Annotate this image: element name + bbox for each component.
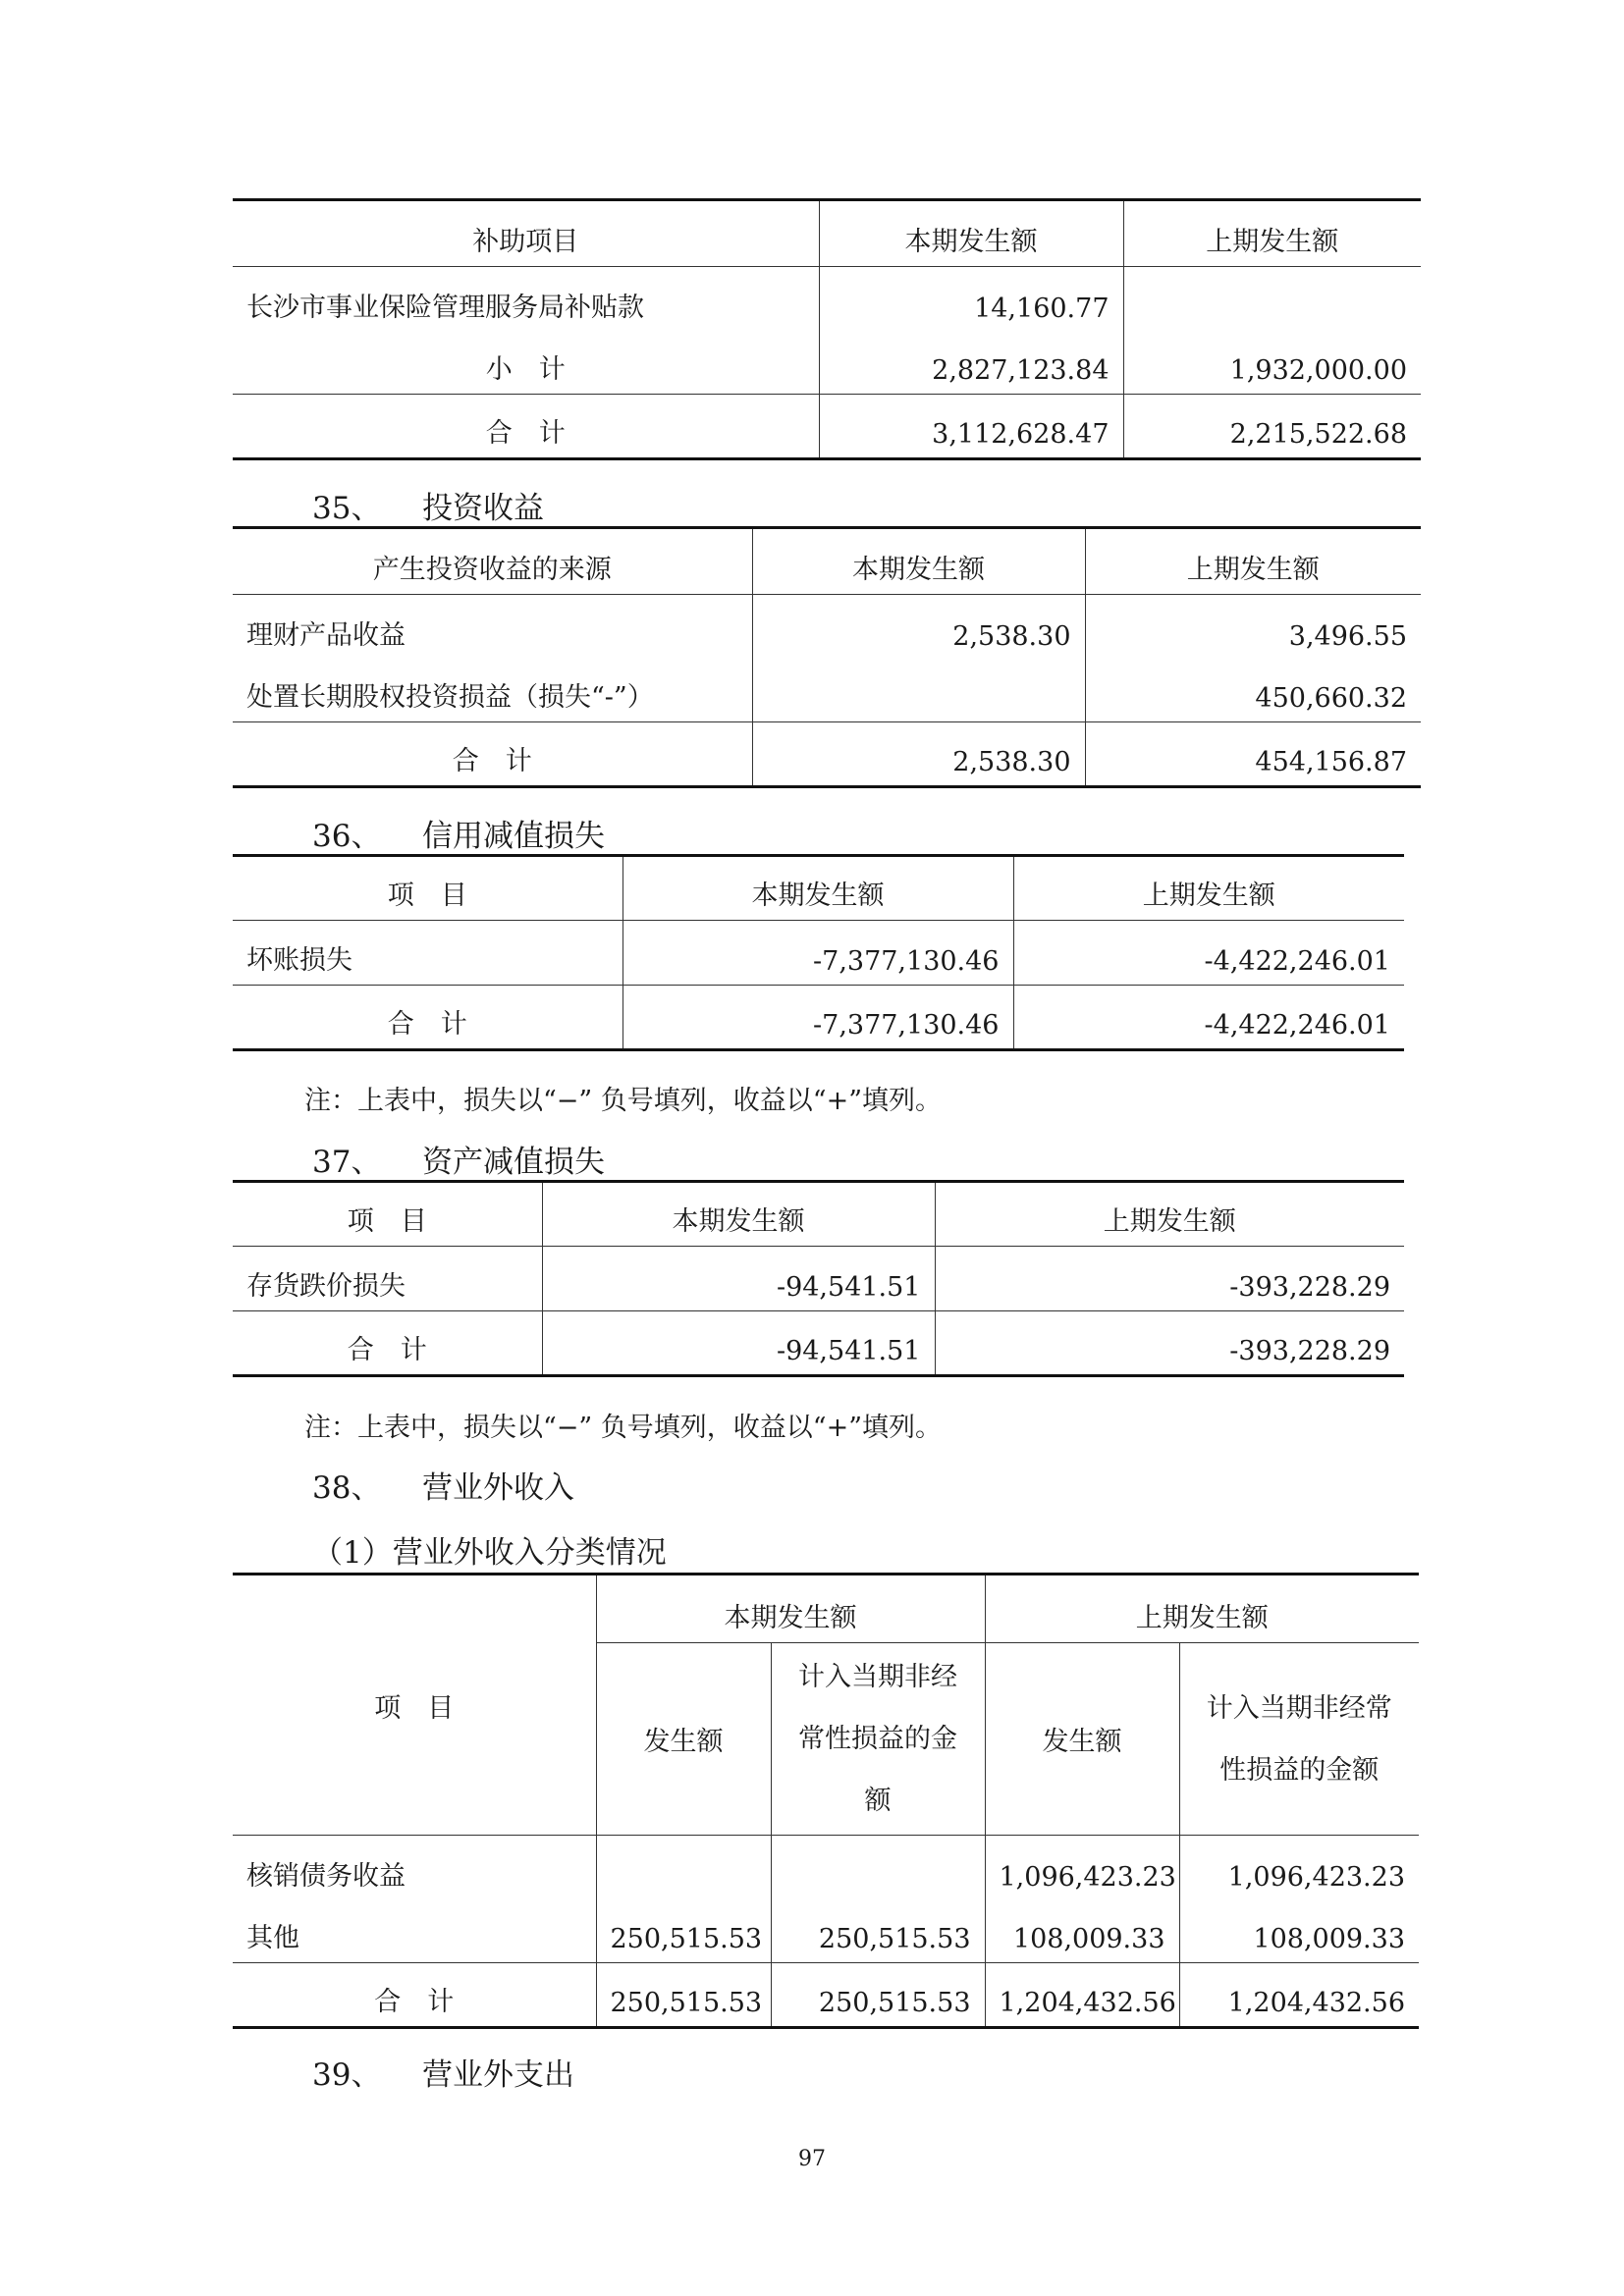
- credit-impairment-table: [233, 854, 1404, 1051]
- total-row: 合 计 -7,377,130.46 -4,422,246.01: [233, 986, 1404, 1050]
- table-header-row: [233, 200, 1421, 267]
- table-header-row: 项 目 本期发生额 上期发生额: [233, 1575, 1419, 1643]
- section-heading-38: 38、 营业外收入: [312, 1470, 574, 1506]
- asset-impairment-table: [233, 1180, 1404, 1377]
- table-row: 处置长期股权投资损益（损失“-”） 450,660.32: [233, 660, 1421, 722]
- table-subheader-row: 发生额 计入当期非经 常性损益的金 额 发生额 计入当期非经常 性损益的金额: [233, 1643, 1419, 1836]
- table-header-row: 产生投资收益的来源 本期发生额 上期发生额: [233, 528, 1421, 595]
- table-row: 坏账损失 -7,377,130.46 -4,422,246.01: [233, 921, 1404, 986]
- section-heading-35: 35、 投资收益: [312, 491, 544, 526]
- subtotal-row: 小 计 2,827,123.84 1,932,000.00: [233, 332, 1421, 395]
- total-row: 合 计 3,112,628.47 2,215,522.68: [233, 395, 1421, 459]
- table-header-row: 项 目 本期发生额 上期发生额: [233, 1182, 1404, 1247]
- subsection-heading: （1）营业外收入分类情况: [312, 1535, 667, 1571]
- page-number: 97: [798, 2147, 826, 2171]
- table-row: 其他 250,515.53 250,515.53 108,009.33 108,009.33: [233, 1900, 1419, 1963]
- subsidy-table: [233, 198, 1421, 460]
- section-heading-39: 39、 营业外支出: [312, 2057, 574, 2093]
- non-operating-income-table: [233, 1573, 1419, 2029]
- note-asset: 注：上表中，损失以“−” 负号填列，收益以“+”填列。: [304, 1413, 943, 1443]
- note-credit: 注：上表中，损失以“−” 负号填列，收益以“+”填列。: [304, 1086, 943, 1116]
- section-heading-37: 37、 资产减值损失: [312, 1145, 605, 1180]
- table-row: 存货跌价损失 -94,541.51 -393,228.29: [233, 1247, 1404, 1311]
- section-heading-36: 36、 信用减值损失: [312, 819, 605, 854]
- total-row: 合 计 250,515.53 250,515.53 1,204,432.56 1,204,432.56: [233, 1963, 1419, 2028]
- total-row: 合 计 -94,541.51 -393,228.29: [233, 1311, 1404, 1376]
- table-header-row: 项 目 本期发生额 上期发生额: [233, 856, 1404, 921]
- header-item: 补助项目: [233, 200, 819, 267]
- table-row: 长沙市事业保险管理服务局补贴款 14,160.77: [233, 267, 1421, 332]
- investment-income-table: [233, 526, 1421, 788]
- table-row: 理财产品收益 2,538.30 3,496.55: [233, 595, 1421, 660]
- header-previous: 上期发生额: [1123, 200, 1421, 267]
- total-row: 合 计 2,538.30 454,156.87: [233, 722, 1421, 787]
- header-current: 本期发生额: [819, 200, 1123, 267]
- table-row: 核销债务收益 1,096,423.23 1,096,423.23: [233, 1836, 1419, 1900]
